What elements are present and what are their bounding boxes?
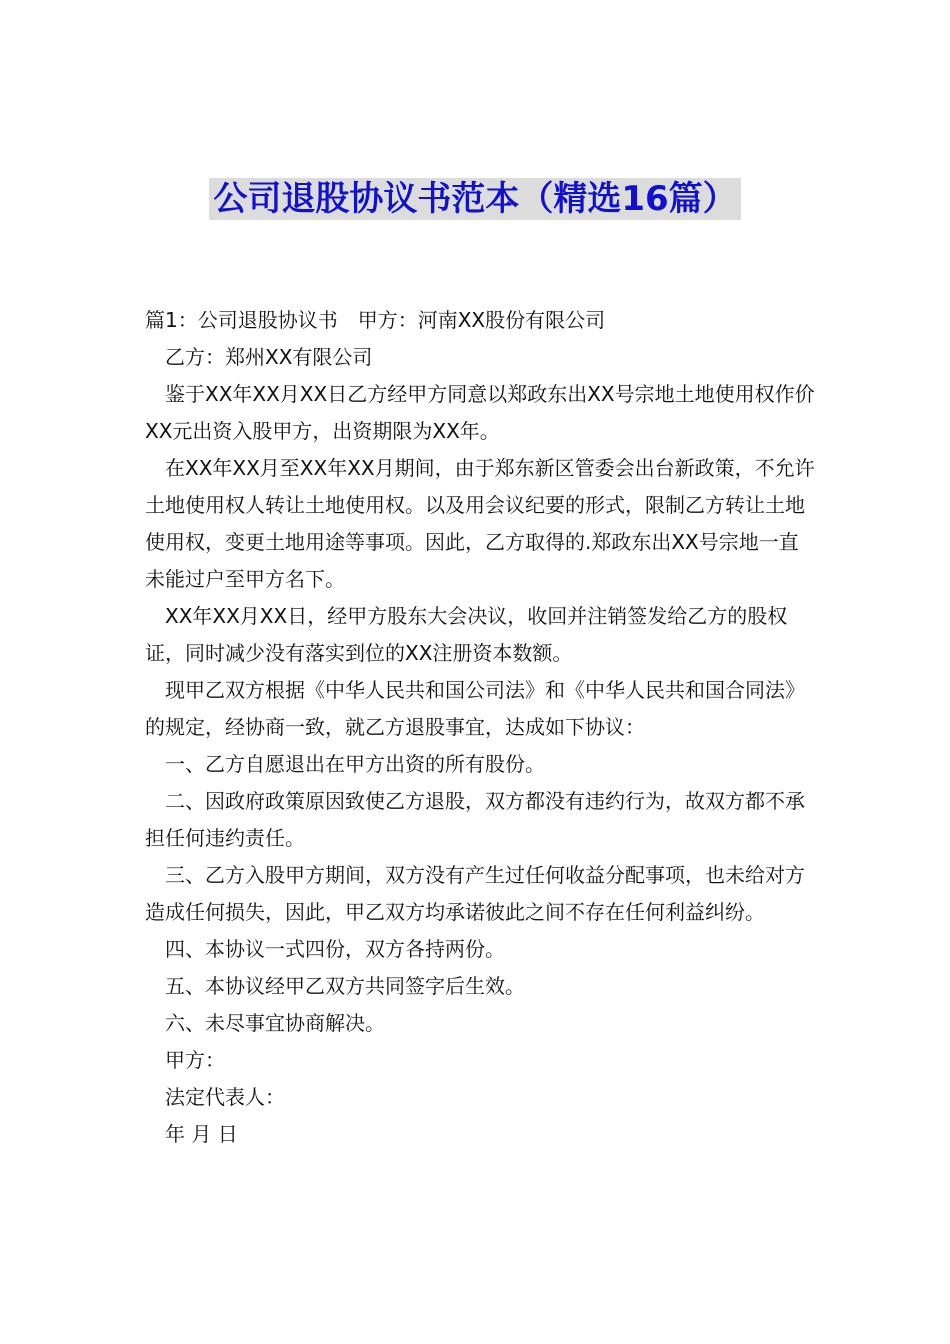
paragraph-clause-1: 一、乙方自愿退出在甲方出资的所有股份。: [165, 752, 545, 776]
signature-date: 年 月 日: [165, 1122, 238, 1146]
paragraph-recital-2: 在XX年XX月至XX年XX月期间，由于郑东新区管委会出台新政策，不允许土地使用权人转让土地使用权。以及用会议纪要的形式，限制乙方转让土地使用权，变更土地用途等事项。因此，乙方取得的.郑政东出XX号宗地一直未能过户至甲方名下。: [145, 456, 815, 591]
paragraph-recital-1: 鉴于XX年XX月XX日乙方经甲方同意以郑政东出XX号宗地土地使用权作价XX元出资入股甲方，出资期限为XX年。: [145, 382, 815, 443]
paragraph-party-b: 乙方：郑州XX有限公司: [165, 345, 373, 369]
paragraph-clause-6: 六、未尽事宜协商解决。: [165, 1011, 385, 1035]
title-container: [0, 178, 950, 220]
paragraph-recital-4: 现甲乙双方根据《中华人民共和国公司法》和《中华人民共和国合同法》的规定，经协商一致，就乙方退股事宜，达成如下协议：: [145, 678, 805, 739]
document-body: [145, 302, 815, 1153]
document-title: 公司退股协议书范本（精选16篇）: [209, 178, 740, 220]
paragraph-clause-2: 二、因政府政策原因致使乙方退股，双方都没有违约行为，故双方都不承担任何违约责任。: [145, 789, 805, 850]
signature-legal-rep: 法定代表人：: [165, 1085, 285, 1109]
paragraph-clause-4: 四、本协议一式四份，双方各持两份。: [165, 937, 505, 961]
paragraph-clause-5: 五、本协议经甲乙双方共同签字后生效。: [165, 974, 525, 998]
paragraph-recital-3: XX年XX月XX日，经甲方股东大会决议，收回并注销签发给乙方的股权证，同时减少没有落实到位的XX注册资本数额。: [145, 604, 788, 665]
paragraph-header: 篇1：公司退股协议书 甲方：河南XX股份有限公司: [145, 308, 606, 332]
paragraph-clause-3: 三、乙方入股甲方期间，双方没有产生过任何收益分配事项，也未给对方造成任何损失，因此，甲乙双方均承诺彼此之间不存在任何利益纠纷。: [145, 863, 805, 924]
signature-party-a: 甲方：: [165, 1048, 225, 1072]
